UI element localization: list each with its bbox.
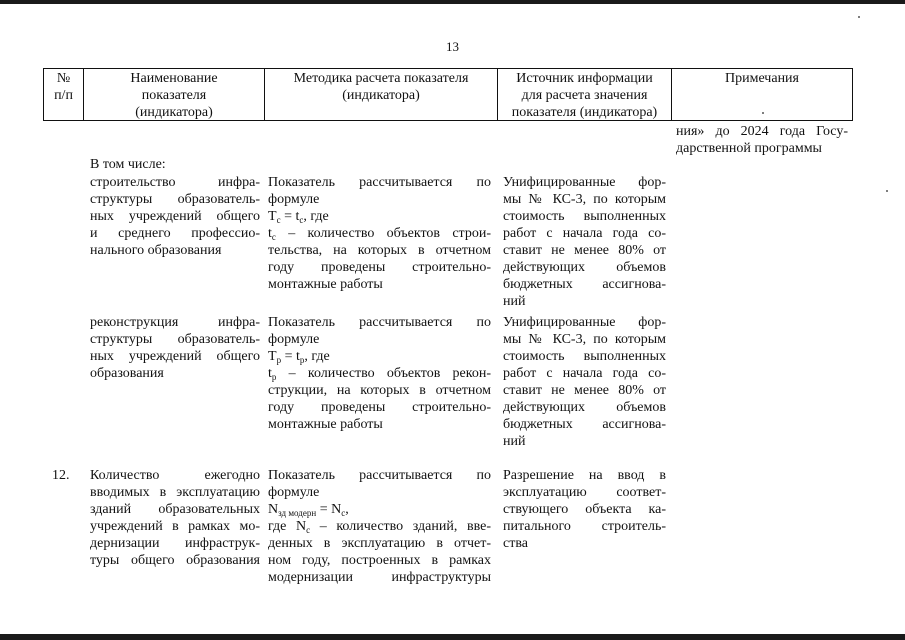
row-number: 12. bbox=[52, 468, 70, 483]
header-notes: Примечания bbox=[672, 68, 853, 121]
scan-speck bbox=[762, 112, 764, 114]
notes-continuation: ния» до 2024 года Госу- дарственной программы bbox=[676, 124, 848, 156]
formula: $T_c = t_c$, где bbox=[268, 209, 329, 225]
formula: $T_р = t_р$, где bbox=[268, 349, 330, 365]
including-label: В том числе: bbox=[90, 157, 166, 172]
header-method: Методика расчета показателя (индикатора) bbox=[265, 68, 498, 121]
row-source: Унифицированные фор- мы № КС-3, по которым стоимость выполненных работ с начала года со- ставит не менее 80% от действующих объемов бюджетных ассигнова- ний bbox=[503, 315, 666, 449]
row-method: Показатель рассчитывается по формуле $T_р = t_р$, где $t_р$ – количество объектов рекон- струкции, на которых в отчетном году проведены строительно- монтажные работы bbox=[268, 315, 491, 432]
page-number: 13 bbox=[446, 39, 459, 54]
scan-speck bbox=[858, 16, 860, 18]
header-source: Источник информации для расчета значения показателя (индикатора) bbox=[498, 68, 672, 121]
row-source: Разрешение на ввод в эксплуатацию соответ- ствующего объекта ка- питального строитель- ства bbox=[503, 468, 666, 551]
row-method: Показатель рассчитывается по формуле $N_{зд модерн} = N_c$, где $N_c$ – количество зданий, вве- денных в эксплуатацию в отчет- ном году, построенных в рамках модернизации инфраструктуры bbox=[268, 468, 491, 585]
row-source: Унифицированные фор- мы № КС-3, по которым стоимость выполненных работ с начала года со- ставит не менее 80% от действующих объемов бюджетных ассигнова- ний bbox=[503, 175, 666, 309]
formula: $N_{зд модерн} = N_c$, bbox=[268, 502, 349, 518]
scan-edge-bottom bbox=[0, 634, 905, 640]
header-num: № п/п bbox=[43, 68, 84, 121]
scan-speck bbox=[886, 190, 888, 192]
scan-edge-top bbox=[0, 0, 905, 4]
row-name: Количество ежегодно вводимых в эксплуатацию зданий образовательных учреждений в рамках мо- дернизации инфраструк- туры общего образования bbox=[90, 468, 260, 568]
row-name: реконструкция инфра- структуры образователь- ных учреждений общего образования bbox=[90, 315, 260, 381]
row-method: Показатель рассчитывается по формуле $T_c = t_c$, где $t_c$ – количество объектов строи- тельства, на которых в отчетном году проведены строительно- монтажные работы bbox=[268, 175, 491, 292]
row-name: строительство инфра- структуры образователь- ных учреждений общего и среднего профессио- нального образования bbox=[90, 175, 260, 258]
header-name: Наименование показателя (индикатора) bbox=[84, 68, 265, 121]
